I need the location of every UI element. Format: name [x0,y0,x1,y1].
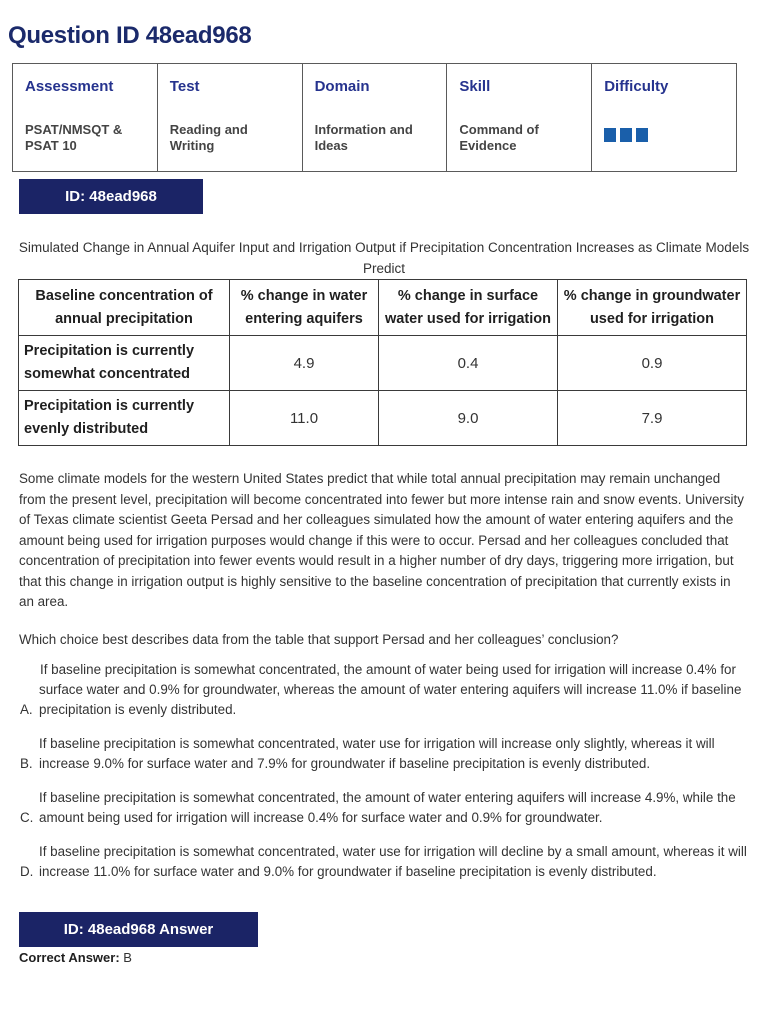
correct-answer-value: B [123,950,132,965]
passage-text: Some climate models for the western United States predict that while total annual precipitation may remain unchanged from the present level, precipitation will become concentrated into fewer but more intense rain and snow events. University of Texas climate scientist Geeta Persad and her colleagues simulated how the amount of water entering aquifers and the amount being used for irrigation purposes would change if this were to occur. Persad and her colleagues concluded that concentration of precipitation into fewer events would result in a higher number of dry days, triggering more irrigation, but that this change in irrigation output is highly sensitive to the baseline concentration of precipitation that currently exists in an area. [19,471,744,609]
table-header: % change in groundwater used for irrigation [558,280,747,336]
table-header: % change in surface water used for irrigation [379,280,558,336]
correct-answer [19,950,132,965]
table-cell: 9.0 [379,391,558,446]
meta-difficulty-label: Difficulty [604,78,669,95]
difficulty-bar-icon [636,128,648,142]
table-caption: Simulated Change in Annual Aquifer Input and Irrigation Output if Precipitation Concentration Increases as Climate Models Predict [18,240,750,276]
data-table [18,279,747,446]
choice-c[interactable] [20,788,750,828]
row-label: Precipitation is currently evenly distributed [19,391,230,446]
meta-test-label: Test [169,78,200,95]
difficulty-bar-icon [604,128,616,142]
table-cell: 7.9 [558,391,747,446]
meta-skill-label: Skill [459,78,491,95]
question-metadata-table [12,63,737,172]
meta-skill-value: Command of Evidence [459,122,539,153]
question-id-banner: ID: 48ead968 [19,179,203,214]
choice-letter: A. [20,702,33,717]
meta-skill-cell [447,64,592,172]
table-cell: 11.0 [230,391,379,446]
page-title: Question ID 48ead968 [8,22,252,49]
difficulty-bar-icon [620,128,632,142]
meta-test-value: Reading and Writing [169,122,248,153]
difficulty-indicator [604,128,724,142]
meta-domain-label: Domain [314,78,370,95]
meta-assessment-cell [13,64,158,172]
table-row [19,336,747,391]
meta-test-cell [157,64,302,172]
table-row [19,391,747,446]
choice-text: If baseline precipitation is somewhat concentrated, the amount of water entering aquifers will increase 4.9%, while the amount being used for irrigation will increase 0.4% for surface water and 0.9% for groundwater. [39,790,736,825]
row-label: Precipitation is currently somewhat concentrated [19,336,230,391]
choice-a[interactable] [20,660,750,720]
meta-assessment-value: PSAT/NMSQT & PSAT 10 [25,122,123,153]
meta-domain-value: Information and Ideas [314,122,413,153]
answer-id-banner: ID: 48ead968 Answer [19,912,258,947]
table-header: Baseline concentration of annual precipitation [19,280,230,336]
choice-letter: B. [20,756,33,771]
choice-d[interactable] [20,842,750,882]
choice-text: If baseline precipitation is somewhat concentrated, water use for irrigation will increase only slightly, whereas it will increase 9.0% for surface water and 7.9% for groundwater if baseline precipitation is evenly distributed. [39,736,715,771]
correct-answer-label: Correct Answer: [19,950,120,965]
meta-difficulty-cell [592,64,737,172]
choice-letter: C. [20,810,34,825]
choice-text: If baseline precipitation is somewhat concentrated, the amount of water being used for irrigation will increase 0.4% for surface water and 0.9% for groundwater, whereas the amount of water entering aquifers will increase 11.0% if baseline precipitation is evenly distributed. [39,662,742,717]
table-cell: 4.9 [230,336,379,391]
answer-choices [20,660,750,896]
table-header: % change in water entering aquifers [230,280,379,336]
question-stem: Which choice best describes data from the table that support Persad and her colleagues’ conclusion? [19,632,619,647]
choice-text: If baseline precipitation is somewhat concentrated, water use for irrigation will decline by a small amount, whereas it will increase 11.0% for surface water and 9.0% for groundwater if baseline precipitation is evenly distributed. [39,844,747,879]
choice-letter: D. [20,864,34,879]
choice-b[interactable] [20,734,750,774]
table-header-row [19,280,747,336]
meta-assessment-label: Assessment [25,78,114,95]
table-cell: 0.9 [558,336,747,391]
table-cell: 0.4 [379,336,558,391]
meta-domain-cell [302,64,447,172]
